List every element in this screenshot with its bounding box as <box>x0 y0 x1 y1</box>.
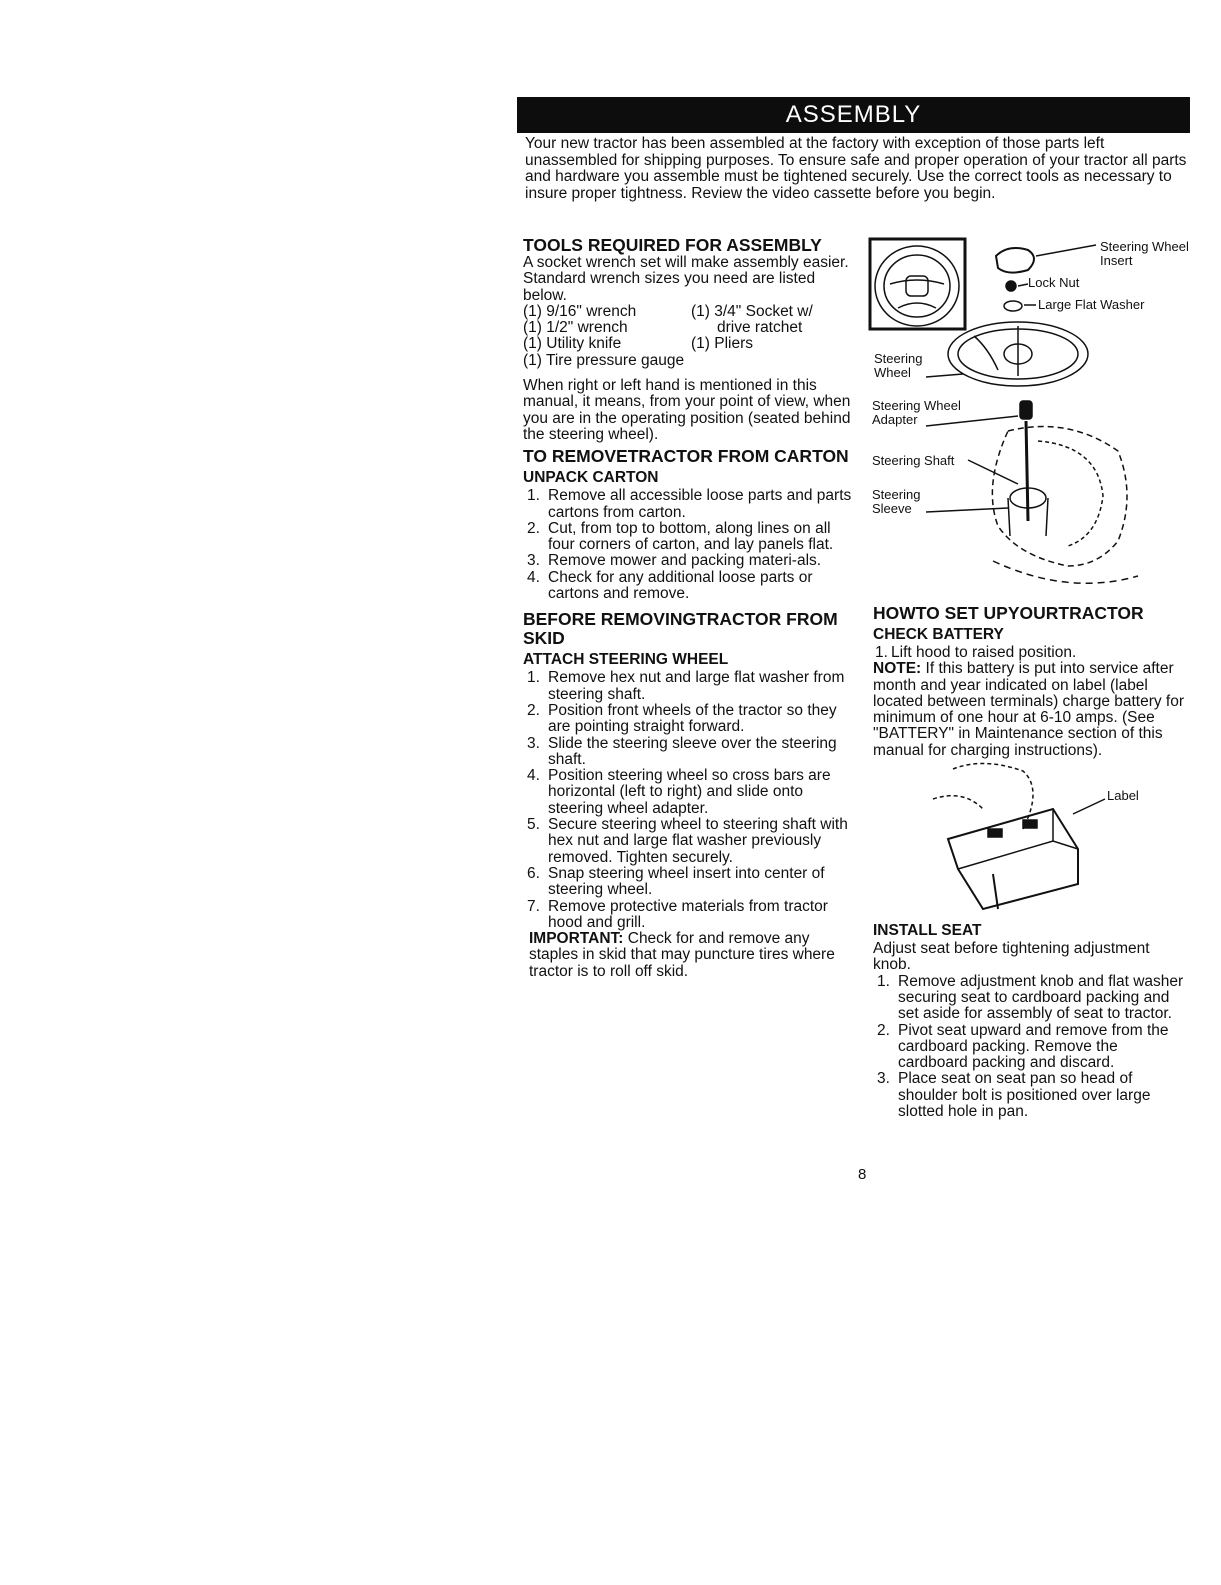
unpack-subheading: UNPACK CARTON <box>523 469 659 487</box>
tool-item: (1) Tire pressure gauge <box>523 351 685 369</box>
list-item: 1. Remove all accessible loose parts and parts cartons from carton. <box>527 487 852 521</box>
tool-item: (1) Utility knife <box>523 335 622 353</box>
label-sleeve: Steering Sleeve <box>872 487 921 516</box>
list-item: 4. Position steering wheel so cross bars are horizontal (left to right) and slide onto steering wheel adapter. <box>527 767 831 817</box>
seat-subheading: INSTALL SEAT <box>873 922 982 940</box>
tool-item: (1) 9/16" wrench <box>523 302 637 320</box>
tool-item: (1) 1/2" wrench <box>523 319 628 337</box>
tool-item: drive ratchet <box>717 319 803 337</box>
label-battery: Label <box>1107 788 1139 804</box>
list-item: 1. Remove adjustment knob and flat washer securing seat to cardboard packing and set aside for assembly of seat to tractor. <box>877 972 1184 1023</box>
label-adapter: Steering Wheel Adapter <box>872 398 961 427</box>
list-item: 2. Position front wheels of the tractor so they are pointing straight forward. <box>527 701 837 736</box>
tools-heading: TOOLS REQUIRED FOR ASSEMBLY <box>523 235 822 255</box>
before-heading: BEFORE REMOVINGTRACTOR FROM SKID <box>523 609 838 649</box>
attach-subheading: ATTACH STEERING WHEEL <box>523 651 729 669</box>
list-item: 1. Remove hex nut and large flat washer from steering shaft. <box>527 669 845 703</box>
label-washer: Large Flat Washer <box>1038 297 1145 312</box>
list-item: 2. Cut, from top to bottom, along lines on all four corners of carton, and lay panels flat. <box>527 519 834 554</box>
remove-heading: TO REMOVETRACTOR FROM CARTON <box>523 446 849 467</box>
battery-note: NOTE: If this battery is put into service after month and year indicated on label (label located between terminals) charge battery for minimum of one hour at 6-10 amps. (See "BATTERY" in Maintenance section of this manual for charging instructions). <box>873 660 1185 759</box>
tool-item: (1) 3/4" Socket w/ <box>691 302 813 320</box>
label-lock-nut: Lock Nut <box>1028 275 1080 290</box>
list-item: 3. Place seat on seat pan so head of shoulder bolt is positioned over large slotted hole in pan. <box>877 1070 1151 1121</box>
intro-paragraph: Your new tractor has been assembled at the factory with exception of those parts left unassembled for shipping purposes. To ensure safe and proper operation of your tractor all parts and hardware you assemble must be tightened securely. Use the correct tools as necessary to insure proper tightness. Review the video cassette before you begin. <box>525 135 1187 202</box>
seat-text: Adjust seat before tightening adjustment knob. <box>873 940 1150 974</box>
list-item: 3. Slide the steering sleeve over the steering shaft. <box>527 734 837 768</box>
page-number: 8 <box>858 1166 867 1183</box>
battery-figure <box>873 759 1191 919</box>
left-column <box>523 236 853 980</box>
steering-assembly-figure <box>868 236 1193 598</box>
list-item: 4. Check for any additional loose parts or cartons and remove. <box>527 568 813 603</box>
setup-heading: HOWTO SET UPYOURTRACTOR <box>873 603 1144 623</box>
tools-list <box>523 304 853 369</box>
hand-note: When right or left hand is mentioned in this manual, it means, from your point of view, when you are in the operating position (seated behind the steering wheel). <box>523 377 851 443</box>
unpack-steps <box>523 488 853 602</box>
label-shaft: Steering Shaft <box>872 453 955 468</box>
section-banner: ASSEMBLY <box>517 97 1190 133</box>
list-item: 3. Remove mower and packing materi-als. <box>527 552 822 570</box>
label-steering-insert: Steering Wheel Insert <box>1100 239 1189 268</box>
battery-drawing <box>873 759 1191 919</box>
list-item: 1. Lift hood to raised position. <box>875 644 1077 661</box>
attach-steps <box>523 670 853 931</box>
list-item: 5. Secure steering wheel to steering shaft with hex nut and large flat washer previously removed. Tighten securely. <box>527 816 848 866</box>
tools-text: A socket wrench set will make assembly easier. Standard wrench sizes you need are listed below. <box>523 254 849 304</box>
tool-item: (1) Pliers <box>691 335 754 353</box>
battery-steps <box>873 645 1191 661</box>
list-item: 7. Remove protective materials from tractor hood and grill. <box>527 897 828 931</box>
list-item: 2. Pivot seat upward and remove from the cardboard packing. Remove the cardboard packing and discard. <box>877 1021 1169 1072</box>
right-column <box>873 604 1191 1120</box>
battery-subheading: CHECK BATTERY <box>873 626 1004 643</box>
label-steering-wheel: Steering Wheel <box>874 351 923 380</box>
list-item: 6. Snap steering wheel insert into center of steering wheel. <box>527 864 825 899</box>
important-note: IMPORTANT: Check for and remove any staples in skid that may puncture tires where tractor is to roll off skid. <box>529 930 835 980</box>
seat-steps <box>873 974 1191 1121</box>
